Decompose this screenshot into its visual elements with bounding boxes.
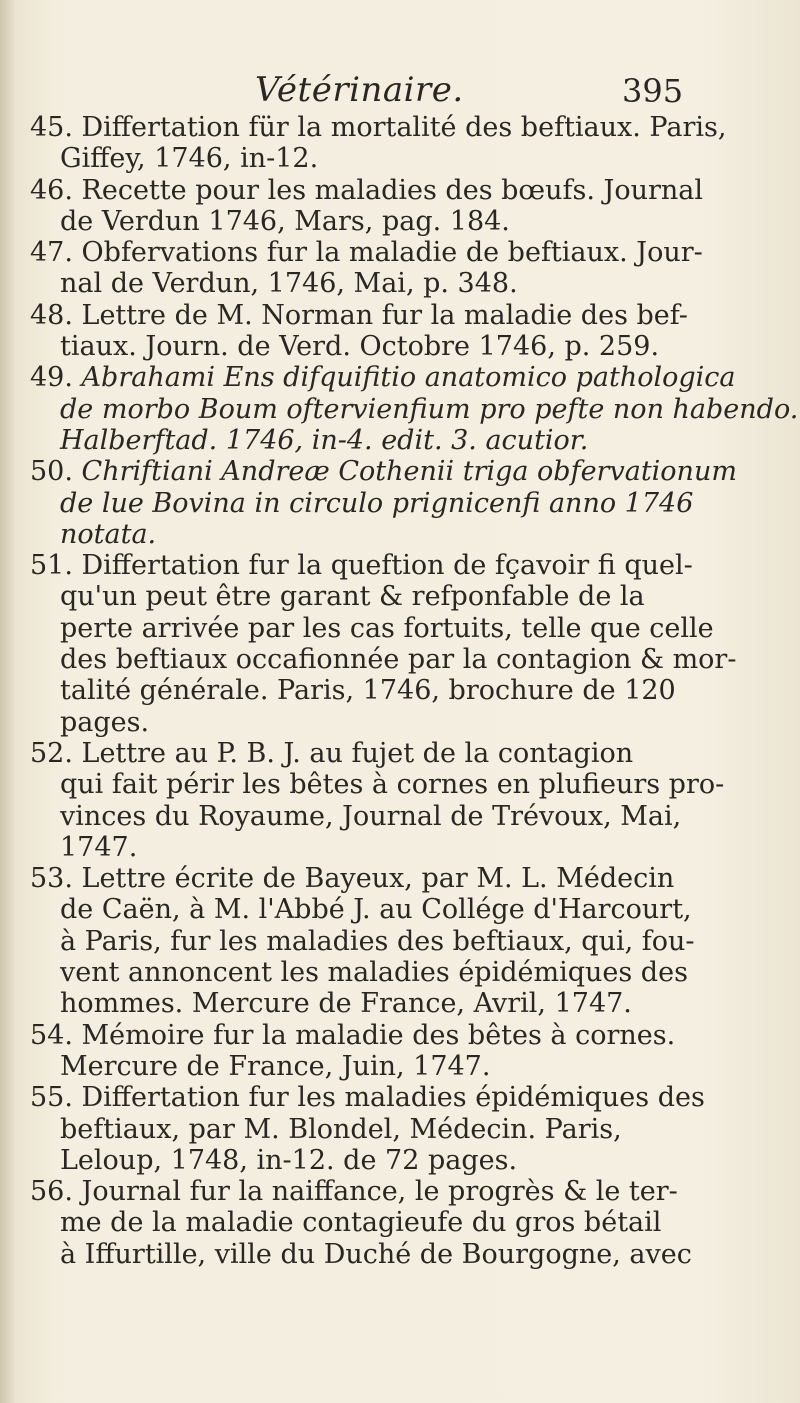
entry-first-line: 56. Journal fur la naiffance, le progrès & le ter- (30, 1176, 678, 1208)
entry-first-line: 49. Abrahami Ens difquifitio anatomico pathologica (30, 362, 736, 394)
page-header (0, 70, 800, 110)
entry-continuation-line: vent annoncent les maladies épidémiques des (60, 957, 688, 989)
bibliography-entry (30, 175, 775, 238)
entry-continuation-line: perte arrivée par les cas fortuits, telle que celle (60, 612, 714, 644)
entry-continuation-line: notata. (60, 518, 157, 550)
entry-continuation-line: Leloup, 1748, in-12. de 72 pages. (60, 1144, 518, 1176)
entry-continuation-line: de Caën, à M. l'Abbé J. au Collége d'Harcourt, (60, 894, 692, 926)
entry-continuation-line: beftiaux, par M. Blondel, Médecin. Paris, (60, 1113, 622, 1145)
entry-continuation-line: de Verdun 1746, Mars, pag. 184. (60, 205, 510, 237)
entry-continuation-line: des beftiaux occafionnée par la contagion & mor- (60, 644, 737, 676)
entry-continuation-line: hommes. Mercure de France, Avril, 1747. (60, 988, 632, 1020)
entry-continuation-line: Halberftad. 1746, in-4. edit. 3. acutior. (60, 424, 589, 456)
bibliography-entry (30, 550, 775, 738)
entry-first-line: 55. Differtation fur les maladies épidémiques des (30, 1082, 705, 1114)
page-number: 395 (622, 72, 684, 110)
entry-continuation-line: à Iffurtille, ville du Duché de Bourgogne, avec (60, 1238, 692, 1270)
entry-continuation-line: 1747. (60, 831, 138, 863)
entry-continuation-line: talité générale. Paris, 1746, brochure de 120 (60, 675, 676, 707)
entry-continuation-line: de lue Bovina in circulo prignicenfi anno 1746 (60, 487, 694, 519)
bibliography-entry (30, 1082, 775, 1176)
entry-first-line: 48. Lettre de M. Norman fur la maladie des bef- (30, 299, 688, 331)
entry-continuation-line: de morbo Boum oftervienfium pro pefte non habendo. (60, 393, 799, 425)
entry-first-line: 51. Differtation fur la queftion de fçavoir fi quel- (30, 550, 693, 582)
entry-continuation-line: tiaux. Journ. de Verd. Octobre 1746, p. 259. (60, 331, 660, 363)
bibliography-entry (30, 112, 775, 175)
entry-continuation-line: me de la maladie contagieufe du gros bétail (60, 1207, 662, 1239)
entry-first-line: 47. Obfervations fur la maladie de beftiaux. Jour- (30, 237, 703, 269)
running-title: Vétérinaire. (255, 70, 464, 110)
entry-first-line: 45. Differtation für la mortalité des beftiaux. Paris, (30, 112, 727, 143)
bibliography-entry (30, 300, 775, 363)
entry-continuation-line: à Paris, fur les maladies des beftiaux, qui, fou- (60, 925, 695, 957)
bibliography-entry (30, 1176, 775, 1270)
entry-continuation-line: nal de Verdun, 1746, Mai, p. 348. (60, 268, 518, 300)
entry-continuation-line: vinces du Royaume, Journal de Trévoux, Mai, (60, 800, 682, 832)
bibliography-entry (30, 456, 775, 550)
entry-continuation-line: Giffey, 1746, in-12. (60, 143, 319, 175)
page-gutter (0, 0, 14, 1403)
bibliography-entry (30, 738, 775, 863)
bibliography-list (30, 112, 799, 1270)
bibliography-entry (30, 362, 799, 456)
entry-continuation-line: Mercure de France, Juin, 1747. (60, 1050, 491, 1082)
entry-first-line: 52. Lettre au P. B. J. au fujet de la contagion (30, 737, 634, 769)
entry-first-line: 53. Lettre écrite de Bayeux, par M. L. Médecin (30, 863, 675, 895)
entry-continuation-line: qu'un peut être garant & refponfable de la (60, 581, 645, 613)
bibliography-entry (30, 237, 775, 300)
entry-first-line: 50. Chriftiani Andreæ Cothenii triga obfervationum (30, 456, 737, 488)
bibliography-entry (30, 1020, 775, 1083)
entry-continuation-line: pages. (60, 706, 150, 738)
entry-continuation-line: qui fait périr les bêtes à cornes en plufieurs pro- (60, 769, 725, 801)
entry-first-line: 46. Recette pour les maladies des bœufs. Journal (30, 174, 704, 206)
entry-first-line: 54. Mémoire fur la maladie des bêtes à cornes. (30, 1019, 676, 1051)
bibliography-entry (30, 863, 775, 1019)
